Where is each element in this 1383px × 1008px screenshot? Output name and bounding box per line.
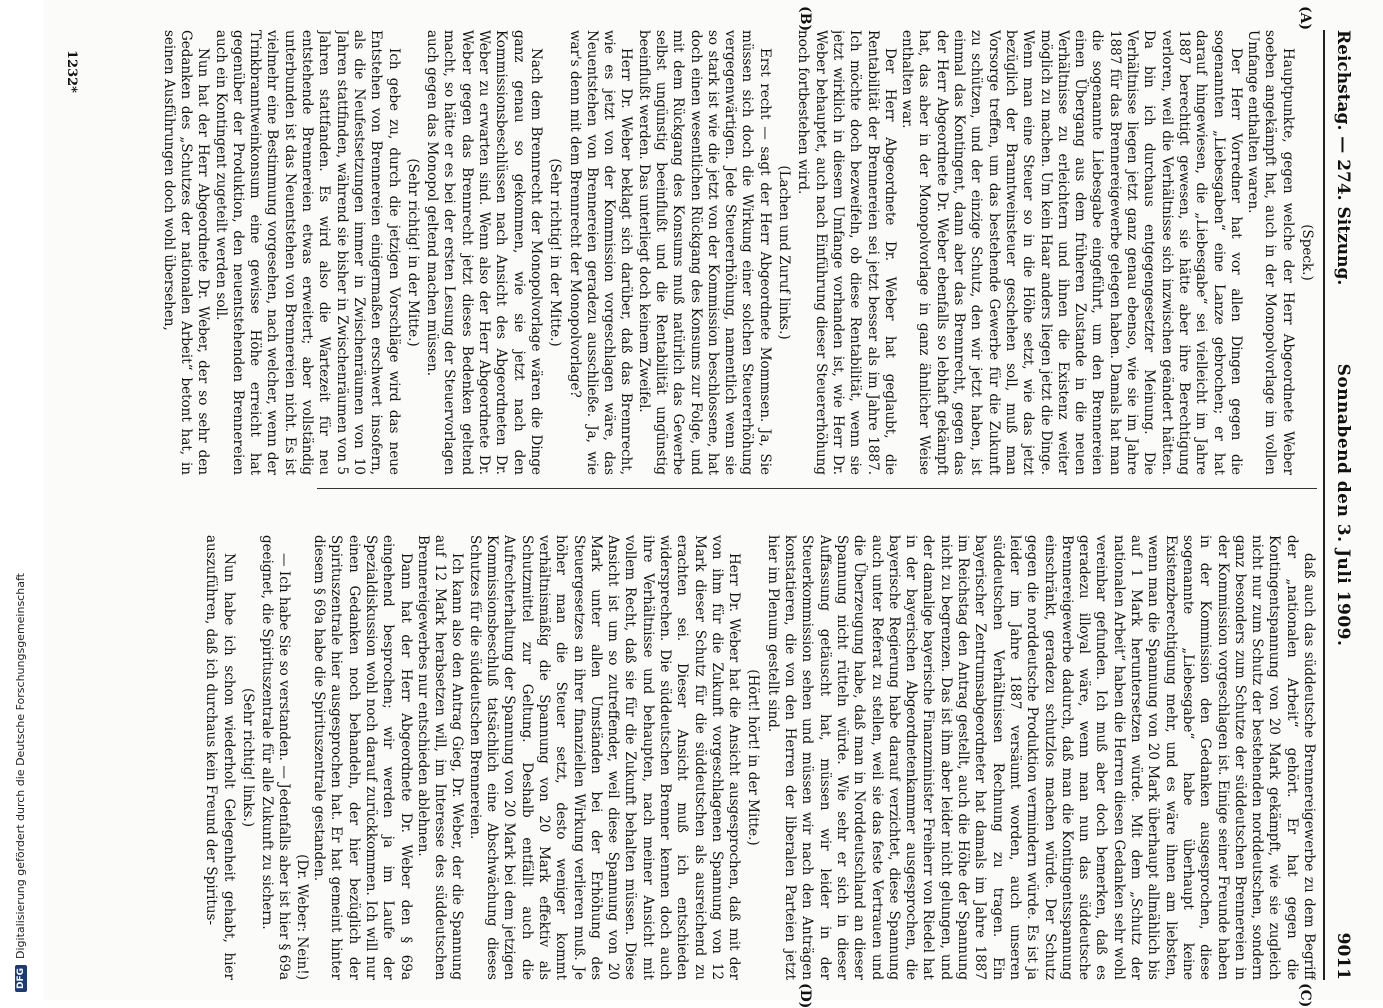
header-page-number: 9011 (1333, 932, 1353, 980)
margin-marker-c: (C) (1297, 983, 1313, 1008)
paragraph: Nun hat der Herr Abgeordnete Dr. Weber, der so sehr den Gedanken des „Schutzes der nationalen Arbeit“ betont hat, in seinen Ausführungen doch wohl übersehen, (160, 30, 212, 475)
interjection: (Lachen und Zuruf links.) (776, 165, 793, 340)
paragraph: Nach dem Brennrecht der Monopolvorlage wären die Dinge ganz genau so gekommen, wie sie jetzt nach den Kommissionsbeschlüssen nach Ansicht des Abgeordneten Dr. Weber zu erwarten sind. Wenn also der Herr Abgeordnete Dr. Weber gegen das Brennrecht jetzt dieses Bedenken geltend macht, so hätte er es bei der ersten Lesung der Steuervorlagen auch gegen das Monopol geltend machen müssen. (424, 30, 544, 475)
column-divider (317, 488, 1317, 489)
dfg-logo: DFG (15, 965, 27, 992)
left-text-column (77, 30, 1317, 475)
paragraph: Ich gebe zu, durch die jetzigen Vorschläge wird das neue Entstehen von Brennereien einigermaßen erschwert insofern, als die Neufestsetzungen immer in Zwischenräumen von 10 Jahren stattfinden, während sie bisher in Zwischenräumen von 5 Jahren stattfanden. Es wird also die Wartezeit für neu entstehende Brennereien etwas erweitert; aber vollständig unterbunden ist das Neuentstehen von Brennereien nicht. Es ist vielmehr eine Bestimmung vorgesehen, nach welcher, wenn der Trinkbranntweinkonsum eine gewisse Höhe erreicht hat gegenüber der Produktion, den neuentstehenden Brennereien auch ein Kontingent zugeteilt werden soll. (212, 30, 402, 475)
digitization-credit (0, 0, 44, 1000)
margin-marker-b: (B) (797, 6, 813, 32)
paragraph: Erst recht — sagt der Herr Abgeordnete Mommsen. Ja, Sie müssen sich doch die Wirkung einer solchen Steuererhöhung vergegenwärtigen. Jede Steuererhöhung, namentlich wenn sie so stark ist wie die jetzt von der Kommission beschlossene, hat doch einen wesentlichen Rückgang des Konsums zur Folge, und mit dem Rückgang des Konsums muß natürlich das Gewerbe selbst ungünstig beeinflußt und die Rentabilität ungünstig beeinflußt werden. Das unterliegt doch keinem Zweifel. (635, 30, 773, 475)
margin-marker-d: (D) (797, 983, 813, 1008)
credit-text: Digitalisierung gefördert durch die Deutsche Forschungsgemeinschaft (14, 573, 27, 959)
rotated-page-content (44, 0, 1383, 1008)
paragraph: Nun habe ich schon wiederholt Gelegenheit gehabt, hier auszuführen, daß ich durchaus kein Freund der Spiritus- (203, 535, 237, 980)
interjection: (Dr. Weber: Nein!) (293, 854, 310, 980)
interjection: (Sehr richtig! in der Mitte.) (404, 158, 421, 347)
paragraph: Dann hat der Herr Abgeordnete Dr. Weber den § 69a eingehend besprochen; wir werden ja im Laufe der Spezialdiskussion wohl noch darauf zurückkommen. Ich will nur einen Gedanken noch behandeln, der hier bezüglich der Spirituszentrale hier ausgesprochen hat. Er hat gemeint hinter diesem § 69a habe die Spirituszentrale gestanden. (311, 535, 414, 980)
paragraph: Herr Dr. Weber hat die Ansicht ausgesprochen, daß mit der von ihm für die Zukunft vorgeschlagenen Spannung von 12 Mark dieser Schutz für die süddeutschen als ausreichend zu erachten sei. Dieser Ansicht muß ich entschieden widersprechen. Die süddeutschen Brenner kennen doch auch ihre Verhältnisse und behaupten, nach meiner Ansicht mit vollem Recht, daß sie für die Zukunft behalten müssen. Diese Ansicht ist um so zutreffender, weil diese Spannung von 20 Mark unter allen Umständen bei der Erhöhung des Steuergesetzes an ihrer finanziellen Wirkung verlieren muß. Je höher man die Steuer setzt, desto weniger kommt verhältnismäßig die Spannung von 20 Mark effektiv als Schutzmittel zur Geltung. Deshalb entfällt auch die Aufrechterhaltung der Spannung von 20 Mark bei dem jetzigen Kommissionsbeschluß tatsächlich eine Abschwächung dieses Schutzes für die süddeutschen Brennereien. (466, 535, 743, 980)
footer-page-number: 1232* (64, 50, 79, 93)
margin-marker-a: (A) (1297, 6, 1313, 31)
header-left: Reichstag. — 274. Sitzung. (1333, 30, 1353, 286)
paragraph: Herr Dr. Weber beklagt sich darüber, daß das Brennrecht, wie es jetzt von der Kommission vorgeschlagen wäre, das Neuentstehen von Brennereien geradezu ausschließe. Ja, wie war's denn mit dem Brennrecht der Monopolvorlage? (566, 30, 635, 475)
header-center: Sonnabend den 3. Juli 1909. (1333, 363, 1353, 647)
scanned-page (44, 0, 1383, 1008)
interjection: (Hört! hört! in der Mitte.) (745, 669, 762, 846)
page-header (1327, 30, 1355, 980)
paragraph: Der Herr Abgeordnete Dr. Weber hat geglaubt, die Rentabilität der Brennereien sei jetzt besser als im Jahre 1887. Ich möchte doch bezweifeln, ob diese Rentabilität, wenn sie jetzt wirklich in diesem Umfange vorhanden ist, wie Herr Dr. Weber behauptet, auch nach Einführung dieser Steuererhöhung noch fortbestehen wird. (795, 30, 898, 475)
header-rule (1323, 30, 1325, 980)
interjection: (Sehr richtig! in der Mitte.) (547, 158, 564, 347)
paragraph: Hauptpunkte, gegen welche der Herr Abgeordnete Weber soeben angekämpft hat, auch in der Monopolvorlage im vollen Umfange enthalten waren. (1245, 30, 1296, 475)
paragraph: daß auch das süddeutsche Brennereigewerbe zu dem Begriff der „nationalen Arbeit“ gehört. Er hat gegen die Kontingentspannung von 20 Mark gekämpft, wie sie zugleich nicht nur zum Schutz der bestehenden norddeutschen, sondern ganz besonders zum Schutze der süddeutschen Brennereien in der Kommission vorgeschlagen ist. Einige seiner Freunde haben in der Kommission den Gedanken ausgesprochen, diese sogenannte „Liebesgabe“ habe überhaupt keine Existenzberechtigung mehr, und es wäre ihnen am liebsten, wenn man die Spannung von 20 Mark überhaupt allmählich bis auf 1 Mark heruntersetzen würde. Mit dem „Schutz der nationalen Arbeit“ haben die Herren diesen Gedanken sehr wohl vereinbar gefunden. Ich muß aber doch bemerken, daß es geradezu illoyal wäre, wenn man nun das süddeutsche Brennereigewerbe dadurch, daß man die Kontingentsspannung einschränkt, geradezu schutzlos machen würde. Der Schutz gegen die norddeutsche Produktion vermindern würde. Es ist ja leider im Jahre 1887 versäumt worden, auch unseren süddeutschen Verhältnissen Rechnung zu tragen. Ein bayerischer Zentrumsabgeordneter hat damals im Jahre 1887 im Reichstag den Antrag gestellt, auch die Höhe der Spannung nicht zu begrenzen. Das ist ihm aber leider nicht gelungen, und der damalige bayerische Finanzminister Freiherr von Riedel hat in der bayerischen Abgeordnetenkammer ausgesprochen, die bayerische Regierung habe darauf verzichtet, diese Spannung auch unter Referat zu stellen, weil sie das feste Vertrauen und die Überzeugung habe, daß man in Norddeutschland an dieser Spannung nicht rütteln würde. Wie sehr er sich in dieser Auffassung getäuscht hat, müssen wir leider in der Steuerkommission sehen und müssen wir nach den Anträgen konstatieren, die von den Herren der liberalen Parteien jetzt hier im Plenum gestellt sind. (764, 535, 1317, 980)
paragraph: Der Herr Vorredner hat vor allen Dingen gegen die sogenannten „Liebesgaben“ eine Lanze gebrochen; er hat darauf hingewiesen, die „Liebesgabe“ sei vielleicht im Jahre 1887 berechtigt gewesen, sie hätte aber ihre Berechtigung verloren, weil die Verhältnisse sich inzwischen geändert hätten. Da bin ich durchaus entgegengesetzter Meinung. Die Verhältnisse liegen jetzt ganz genau ebenso, wie sie im Jahre 1887 für das Brennereigewerbe gelegen haben. Damals hat man die sogenannte Liebesgabe eingeführt, um den Brennereien einen Übergang aus dem früheren Zustande in die neuen Verhältnisse zu erleichtern und ihnen die Existenz weiter möglich zu machen. Um kein Haar anders liegen jetzt die Dinge. Wenn man eine Steuer so in die Höhe setzt, wie das jetzt bezüglich der Branntweinsteuer geschehen soll, muß man Vorsorge treffen, um das bestehende Gewerbe für die Zukunft zu schützen, und der einzige Schutz, den wir jetzt haben, ist einmal das Kontingent, dann aber das Brennrecht, gegen das der Herr Abgeordnete Dr. Weber ebenfalls so lebhaft gekämpft hat, das aber in der Monopolvorlage in ganz ähnlicher Weise enthalten war. (899, 30, 1244, 475)
paragraph: — Ich habe Sie so verstanden. — Jedenfalls aber ist hier § 69a geeignet, die Spirituszentrale für alle Zukunft zu sichern. (259, 535, 293, 980)
interjection: (Sehr richtig! links.) (239, 687, 256, 828)
paragraph: Ich kann also den Antrag Gieg, Dr. Weber, der die Spannung auf 12 Mark herabsetzen will, im Interesse des süddeutschen Brennereigewerbes nur entschieden ablehnen. (414, 535, 466, 980)
interjection: (Speck.) (1299, 224, 1315, 281)
right-text-column (77, 535, 1317, 980)
